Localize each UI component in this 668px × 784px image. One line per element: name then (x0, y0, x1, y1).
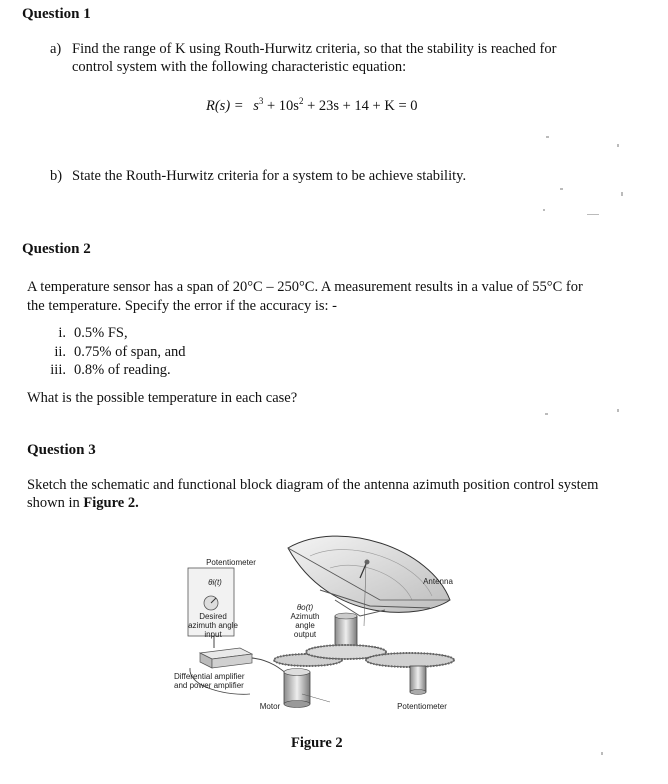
q2-question: What is the possible temperature in each case? (27, 390, 298, 406)
q2-item-text: 0.8% of reading. (74, 362, 171, 378)
figure-caption: Figure 2 (291, 735, 343, 751)
figure-reference: Figure 2. (83, 495, 139, 511)
gear-train (274, 645, 454, 667)
label-motor: Motor (259, 702, 281, 711)
label-azimuth-line: angle (295, 621, 315, 630)
label-amplifier (174, 672, 258, 690)
label-potentiometer-top: Potentiometer (206, 558, 256, 567)
scan-speck (543, 209, 545, 211)
label-amp-line: Differential amplifier (174, 672, 245, 681)
q1-a-line1: Find the range of K using Routh-Hurwitz criteria, so that the stability is reached for (72, 41, 557, 57)
amplifier-box (200, 648, 252, 668)
label-amp-line: and power amplifier (174, 681, 244, 690)
q3-line2 (27, 494, 139, 513)
scan-speck (560, 188, 563, 190)
equation-term-2: + 10s (263, 97, 299, 114)
label-azimuth-line: output (293, 630, 317, 639)
q1-b-marker: b) (50, 168, 63, 184)
label-antenna: Antenna (423, 577, 453, 586)
q2-line1: A temperature sensor has a span of 20°C – 250°C. A measurement results in a value of 55°C for (27, 279, 583, 295)
equation-sup-1: 3 (258, 96, 264, 106)
equation-term-3: + 23s + 14 + K = 0 (303, 97, 418, 114)
label-theta-o: θo(t) (296, 603, 314, 612)
q2-item-text: 0.75% of span, and (74, 344, 186, 360)
q2-heading: Question 2 (22, 241, 91, 257)
label-desired-line: input (204, 630, 222, 639)
label-azimuth-line: Azimuth (290, 612, 320, 621)
scan-speck (621, 192, 623, 196)
q2-item-text: 0.5% FS, (74, 325, 128, 341)
q2-item-marker: ii. (54, 344, 66, 360)
label-azimuth-output (285, 603, 325, 639)
scan-speck (587, 214, 599, 215)
label-theta-i: θi(t) (208, 578, 222, 587)
q2-line2: the temperature. Specify the error if the accuracy is: - (27, 298, 337, 314)
q1-heading: Question 1 (22, 6, 91, 22)
equation-sup-2: 2 (298, 96, 304, 106)
q1-a-line2: control system with the following characteristic equation: (72, 59, 407, 75)
q3-heading: Question 3 (27, 442, 96, 458)
q3-line1: Sketch the schematic and functional block diagram of the antenna azimuth position control system (27, 477, 599, 493)
q1-b-text: State the Routh-Hurwitz criteria for a system to be achieve stability. (72, 168, 467, 184)
label-potentiometer-bottom: Potentiometer (397, 702, 447, 711)
scan-speck (545, 413, 548, 415)
equation-term-1: s (253, 97, 259, 114)
output-potentiometer (410, 666, 426, 695)
scan-speck (601, 752, 603, 755)
q2-item-marker: i. (58, 325, 66, 341)
label-desired-line: Desired (199, 612, 227, 621)
characteristic-equation (206, 96, 418, 115)
q2-item-marker: iii. (50, 362, 66, 378)
q3-line2-prefix: shown in (27, 495, 84, 511)
equation-lhs: R(s) = (206, 97, 244, 114)
scan-speck (617, 409, 619, 412)
q1-a-marker: a) (50, 41, 62, 57)
label-desired-input (178, 612, 248, 639)
scan-speck (546, 136, 549, 138)
label-desired-line: azimuth angle (188, 621, 238, 630)
scan-speck (617, 144, 619, 147)
motor (284, 669, 310, 708)
